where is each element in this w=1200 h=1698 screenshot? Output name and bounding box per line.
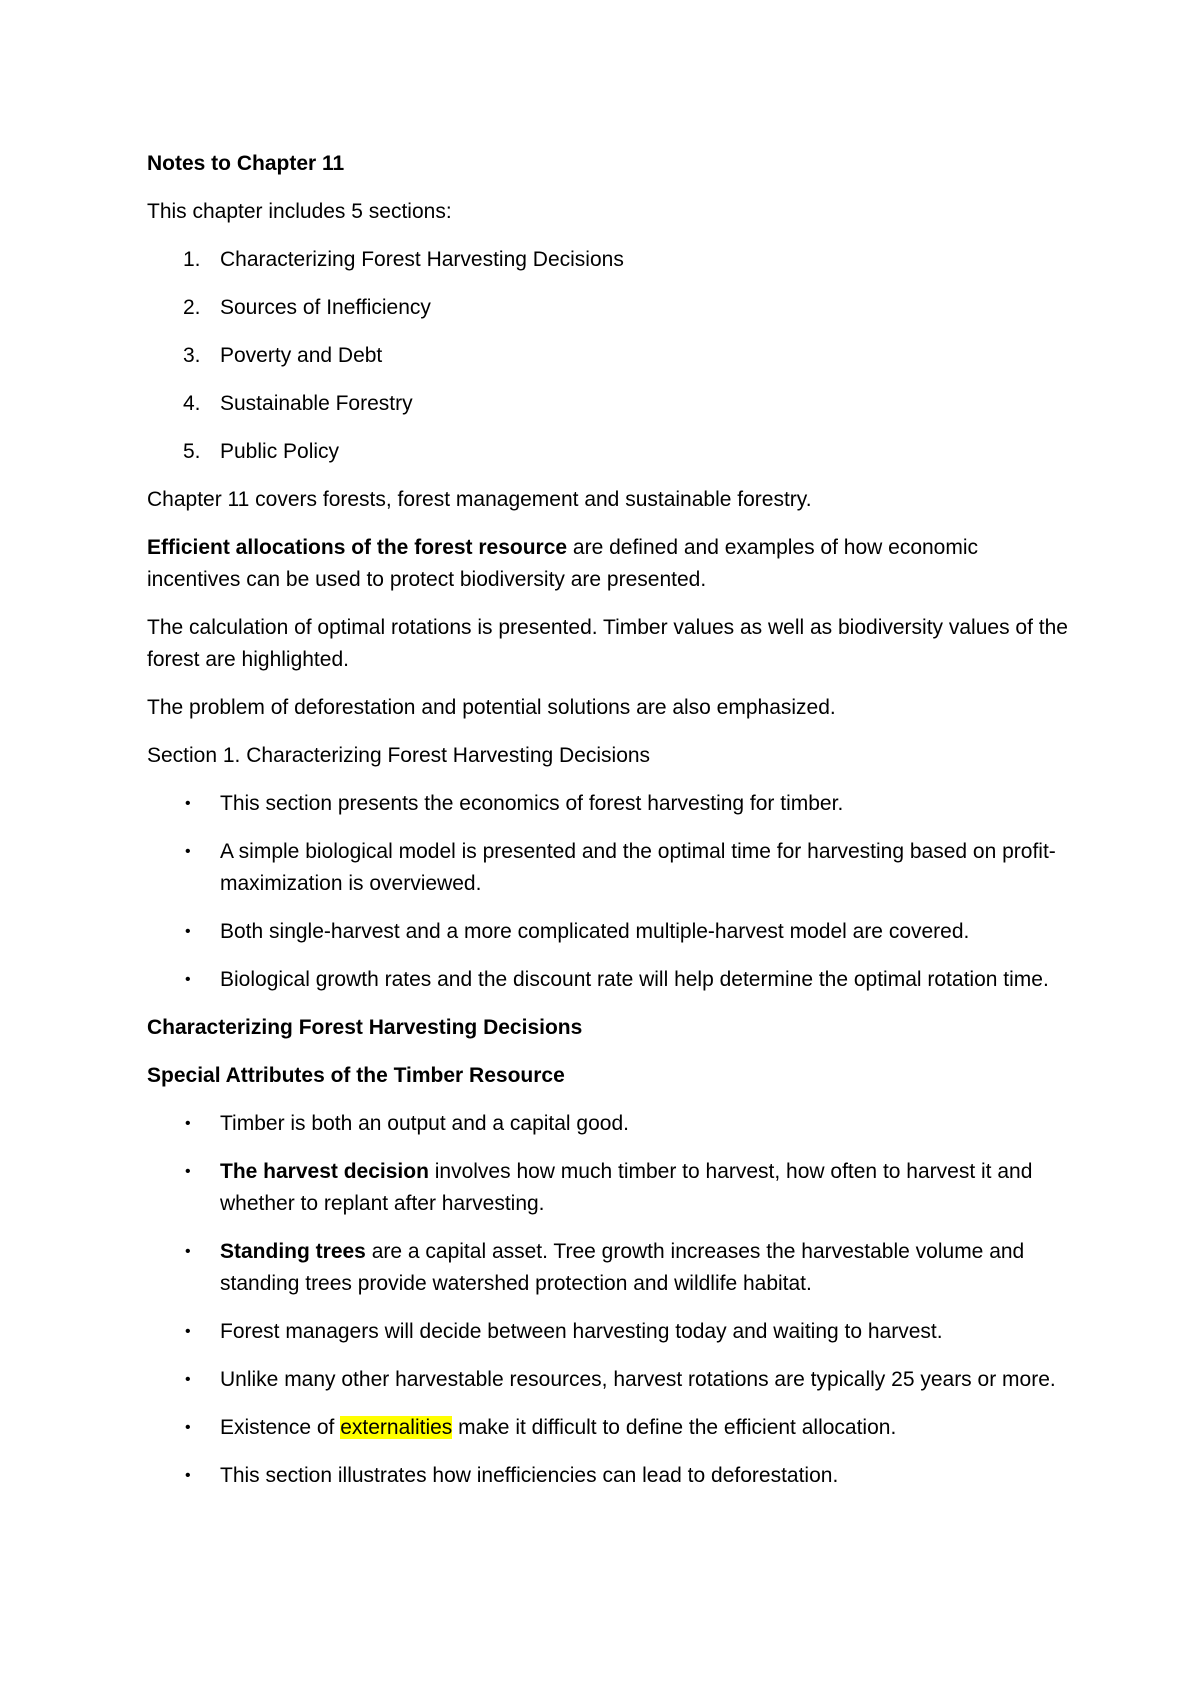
bullet-icon: •: [185, 843, 191, 860]
list-number: 4.: [183, 392, 201, 415]
list-item: [147, 436, 1077, 468]
list-item-text: Poverty and Debt: [220, 344, 383, 367]
heading-special-attributes: Special Attributes of the Timber Resource: [147, 1064, 565, 1087]
list-item: [147, 1364, 1077, 1396]
bullet-icon: •: [185, 971, 191, 988]
bold-phrase: Standing trees: [220, 1240, 366, 1263]
list-item: [147, 916, 1077, 948]
bullet-icon: •: [185, 1163, 191, 1180]
list-number: 1.: [183, 248, 201, 271]
list-item-text: Sustainable Forestry: [220, 392, 413, 415]
heading-characterizing: Characterizing Forest Harvesting Decisions: [147, 1016, 583, 1039]
highlighted-term: externalities: [340, 1416, 453, 1439]
list-item-text: This section illustrates how inefficiencies can lead to deforestation.: [220, 1464, 839, 1487]
list-number: 3.: [183, 344, 201, 367]
bullet-icon: •: [185, 795, 191, 812]
bullet-icon: •: [185, 1371, 191, 1388]
list-item-text: are a capital asset. Tree growth increases the harvestable volume and standing trees provide watershed protection and wildlife habitat.: [220, 1240, 1025, 1295]
list-item: [147, 788, 1077, 820]
bullet-icon: •: [185, 1323, 191, 1340]
paragraph-deforestation: The problem of deforestation and potential solutions are also emphasized.: [147, 696, 836, 719]
list-item: [147, 388, 1077, 420]
list-item-text: This section presents the economics of forest harvesting for timber.: [220, 792, 844, 815]
document-page: [147, 148, 1077, 1508]
list-item: [147, 964, 1077, 996]
bullet-icon: •: [185, 1115, 191, 1132]
paragraph-efficient: [147, 532, 1077, 596]
bullet-icon: •: [185, 1243, 191, 1260]
attributes-bullets: [147, 1108, 1077, 1492]
list-item-text: Sources of Inefficiency: [220, 296, 431, 319]
list-item-text: make it difficult to define the efficient allocation.: [452, 1416, 897, 1439]
list-item: [147, 1316, 1077, 1348]
list-number: 5.: [183, 440, 201, 463]
bullet-icon: •: [185, 1467, 191, 1484]
section1-heading: Section 1. Characterizing Forest Harvesting Decisions: [147, 744, 651, 767]
list-item-text: A simple biological model is presented and the optimal time for harvesting based on profit-maximization is overviewed.: [220, 840, 1056, 895]
list-item-text: Biological growth rates and the discount rate will help determine the optimal rotation time.: [220, 968, 1049, 991]
bold-phrase: The harvest decision: [220, 1160, 429, 1183]
list-item: [147, 1412, 1077, 1444]
list-item: [147, 836, 1077, 900]
list-item-text: Public Policy: [220, 440, 340, 463]
list-item: [147, 1108, 1077, 1140]
list-item-text: involves how much timber to harvest, how often to harvest it and whether to replant after harvesting.: [220, 1160, 1033, 1215]
intro-text: This chapter includes 5 sections:: [147, 200, 452, 223]
list-item-text: Both single-harvest and a more complicated multiple-harvest model are covered.: [220, 920, 970, 943]
paragraph-covers: Chapter 11 covers forests, forest management and sustainable forestry.: [147, 488, 812, 511]
paragraph-text: are defined and examples of how economic incentives can be used to protect biodiversity are presented.: [147, 536, 979, 591]
paragraph-rotations: The calculation of optimal rotations is presented. Timber values as well as biodiversity values of the forest are highlighted.: [147, 616, 1068, 671]
list-item: [147, 1156, 1077, 1220]
list-item-text: Existence of: [220, 1416, 341, 1439]
list-item-text: Unlike many other harvestable resources, harvest rotations are typically 25 years or more.: [220, 1368, 1056, 1391]
list-item-text: Forest managers will decide between harvesting today and waiting to harvest.: [220, 1320, 943, 1343]
list-item: [147, 1236, 1077, 1300]
list-item: [147, 244, 1077, 276]
bullet-icon: •: [185, 1419, 191, 1436]
page-title: Notes to Chapter 11: [147, 152, 345, 175]
list-item: [147, 340, 1077, 372]
list-item: [147, 1460, 1077, 1492]
bold-phrase: Efficient allocations of the forest resource: [147, 536, 568, 559]
list-item-text: Characterizing Forest Harvesting Decisions: [220, 248, 624, 271]
section1-bullets: [147, 788, 1077, 996]
bullet-icon: •: [185, 923, 191, 940]
list-number: 2.: [183, 296, 201, 319]
list-item-text: Timber is both an output and a capital good.: [220, 1112, 629, 1135]
sections-list: [147, 244, 1077, 468]
list-item: [147, 292, 1077, 324]
